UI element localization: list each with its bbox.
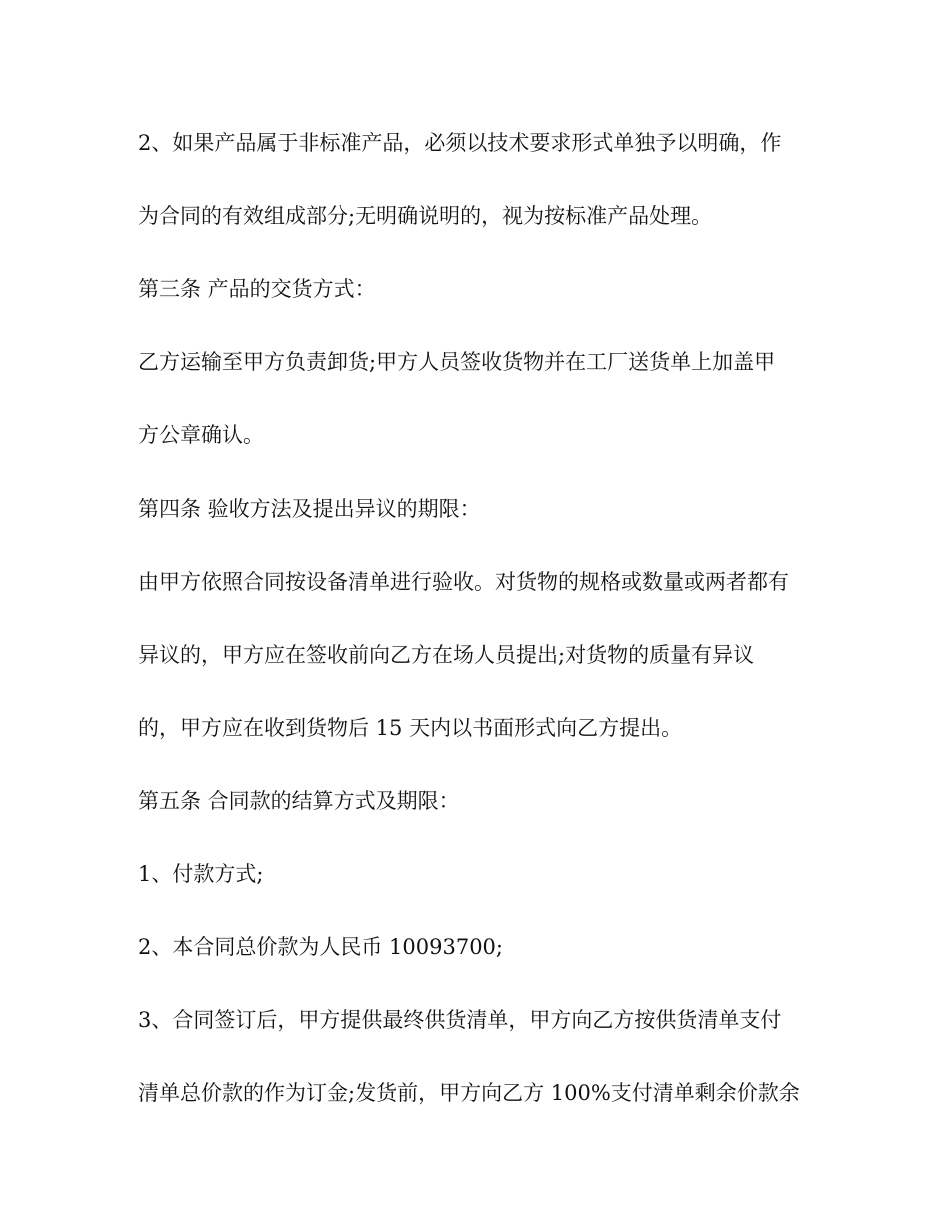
text-line: 的，甲方应在收到货物后 15 天内以书面形式向乙方提出。	[138, 716, 683, 740]
section-heading: 第五条 合同款的结算方式及期限：	[138, 789, 460, 813]
text-line: 乙方运输至甲方负责卸货;甲方人员签收货物并在工厂送货单上加盖甲	[138, 350, 776, 374]
text-line: 为合同的有效组成部分;无明确说明的，视为按标准产品处理。	[138, 204, 713, 228]
section-heading: 第三条 产品的交货方式：	[138, 277, 376, 301]
text-line: 1、付款方式;	[138, 862, 264, 886]
text-line: 2、如果产品属于非标准产品，必须以技术要求形式单独予以明确，作	[138, 131, 782, 155]
text-line: 由甲方依照合同按设备清单进行验收。对货物的规格或数量或两者都有	[138, 570, 789, 594]
text-line: 清单总价款的作为订金;发货前，甲方向乙方 100%支付清单剩余价款余	[138, 1081, 800, 1105]
section-heading: 第四条 验收方法及提出异议的期限：	[138, 497, 481, 521]
text-line: 3、合同签订后，甲方提供最终供货清单，甲方向乙方按供货清单支付	[138, 1008, 782, 1032]
text-line: 2、本合同总价款为人民币 10093700;	[138, 935, 503, 959]
text-line: 方公章确认。	[138, 423, 264, 447]
text-line: 异议的，甲方应在签收前向乙方在场人员提出;对货物的质量有异议	[138, 643, 755, 667]
